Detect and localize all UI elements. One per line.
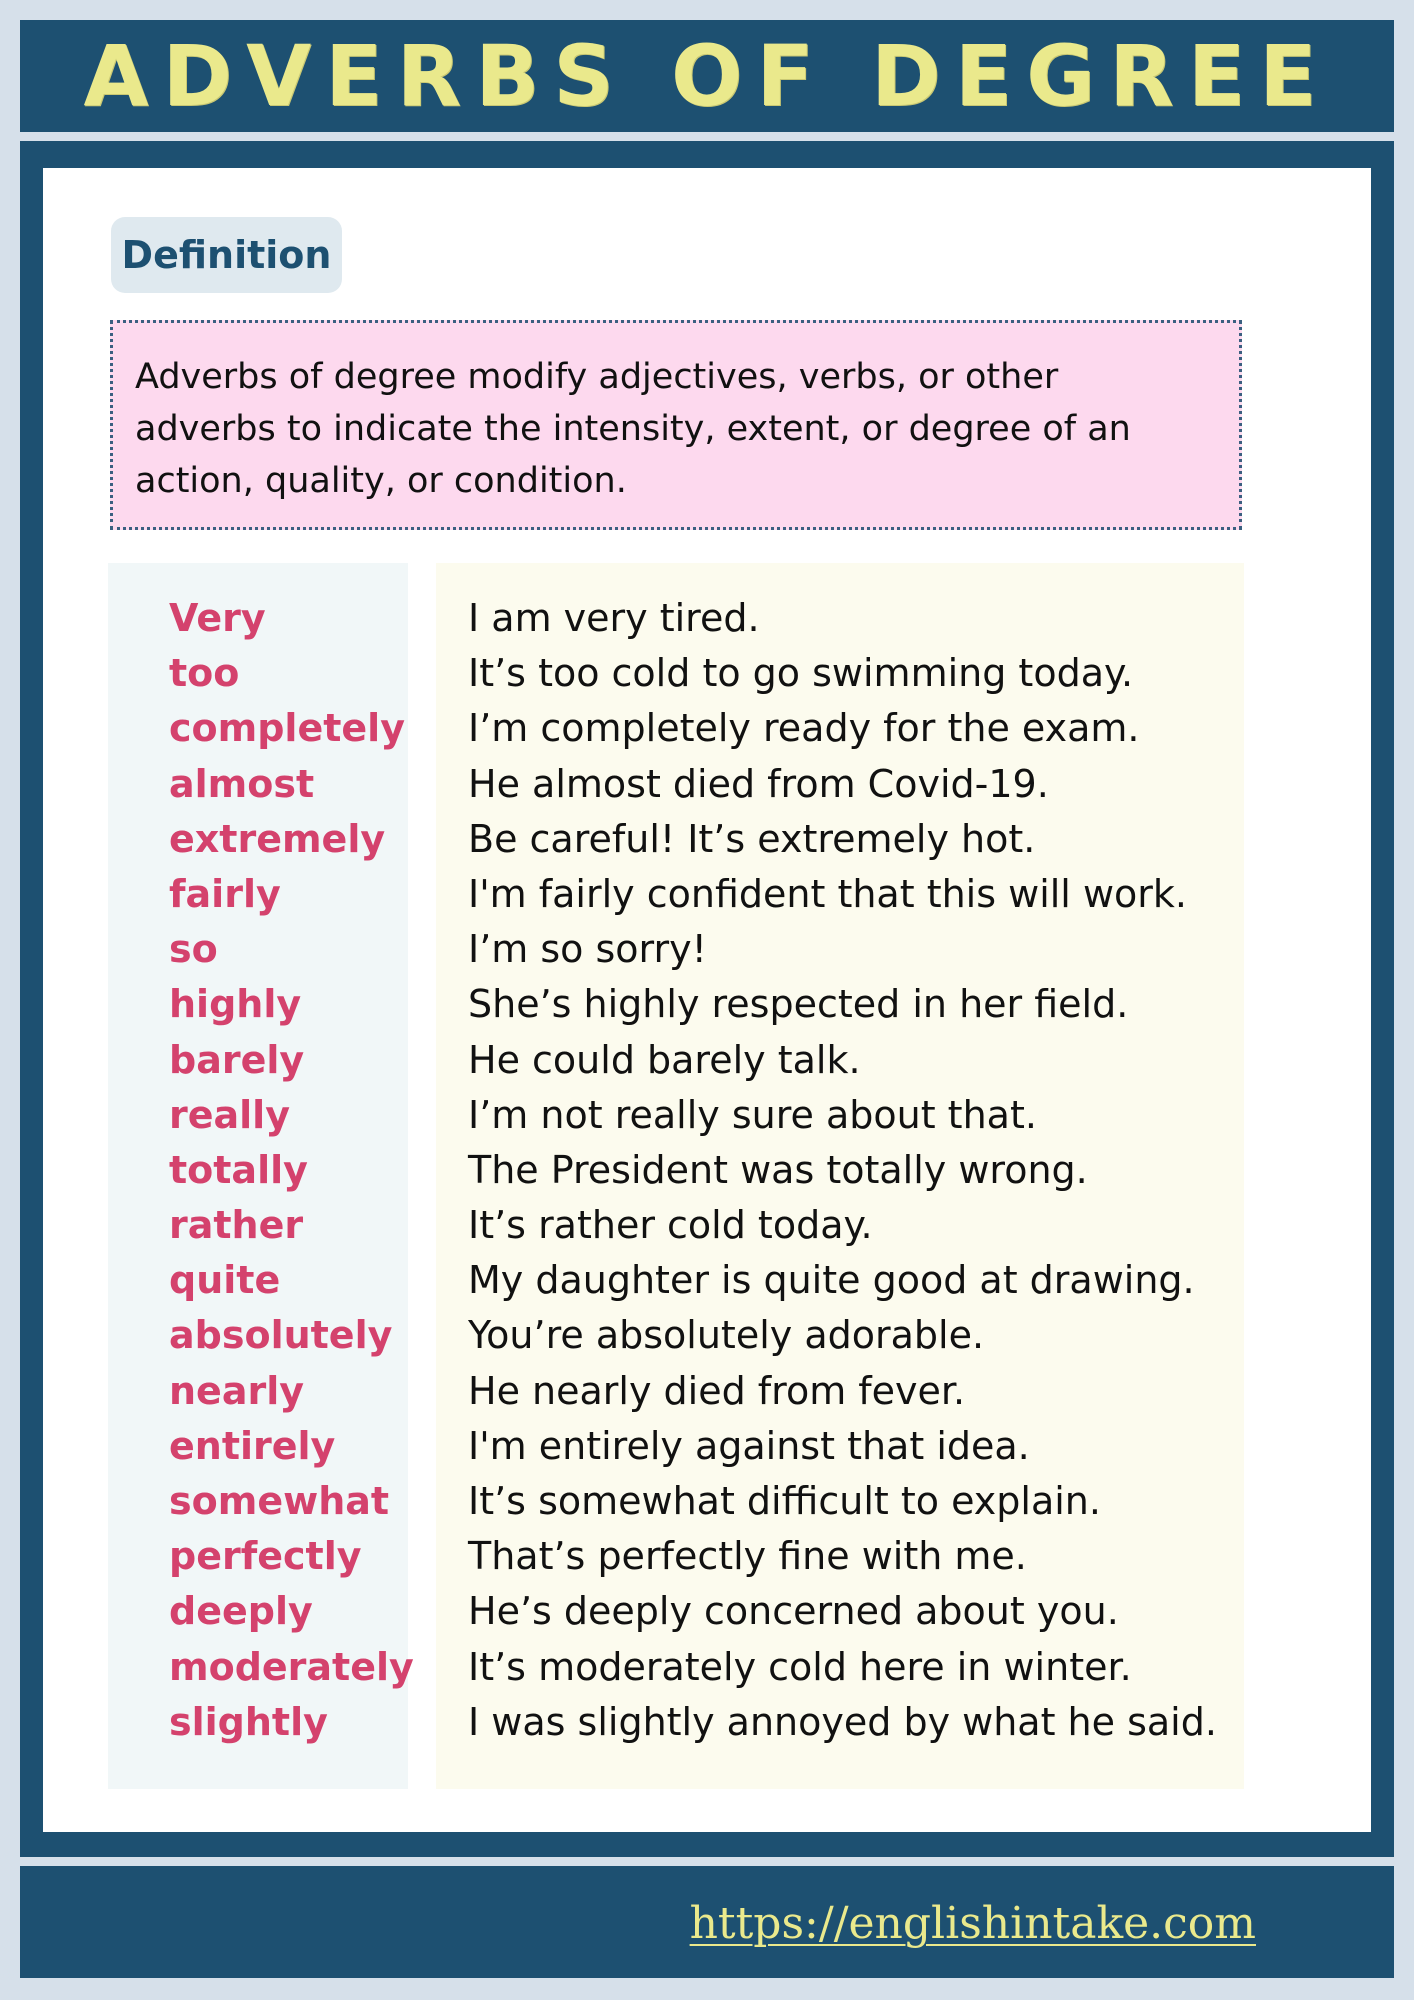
list-item <box>468 977 1217 1032</box>
example-sentence: I am very tired. <box>468 596 760 640</box>
example-sentence: Be careful! It’s extremely hot. <box>468 816 1036 861</box>
example-sentence: It’s moderately cold here in winter. <box>468 1644 1132 1689</box>
example-sentence: It’s somewhat difficult to explain. <box>468 1479 1101 1523</box>
example-sentence: I’m so sorry! <box>468 927 707 972</box>
adverb-word: nearly <box>169 1368 305 1413</box>
list-item <box>468 1529 1217 1584</box>
example-sentence: I’m not really sure about that. <box>468 1092 1037 1137</box>
list-item <box>468 1474 1217 1529</box>
list-item <box>169 1584 414 1639</box>
list-item <box>468 1088 1217 1143</box>
list-item <box>169 1143 414 1198</box>
page-title: ADVERBS OF DEGREE <box>83 27 1331 125</box>
example-sentence: That’s perfectly fine with me. <box>468 1534 1027 1579</box>
adverb-word: totally <box>169 1147 308 1192</box>
example-sentence: I'm fairly confident that this will work. <box>468 871 1187 916</box>
list-item <box>468 867 1217 922</box>
header-band <box>20 20 1394 132</box>
list-item <box>468 812 1217 867</box>
list-item <box>169 1033 414 1088</box>
example-sentence: I was slightly annoyed by what he said. <box>468 1699 1217 1744</box>
example-sentence: My daughter is quite good at drawing. <box>468 1258 1195 1303</box>
list-item <box>169 757 414 812</box>
list-item <box>169 812 414 867</box>
list-item <box>468 757 1217 812</box>
adverb-word: too <box>169 651 240 696</box>
list-item <box>468 591 1217 646</box>
adverb-word: rather <box>169 1203 304 1248</box>
example-sentence: It’s rather cold today. <box>468 1203 873 1248</box>
adverb-word: highly <box>169 982 302 1027</box>
adverb-word: almost <box>169 761 315 806</box>
example-sentence: It’s too cold to go swimming today. <box>468 651 1134 696</box>
example-sentence: He almost died from Covid-19. <box>468 761 1049 806</box>
list-item <box>468 701 1217 756</box>
footer-band <box>20 1866 1394 1978</box>
adverb-word: slightly <box>169 1699 328 1744</box>
adverb-word: fairly <box>169 871 281 916</box>
definition-line: Adverbs of degree modify adjectives, verbs, or other <box>135 357 1059 397</box>
list-item <box>468 1640 1217 1695</box>
list-item <box>169 1253 414 1308</box>
example-sentence: The President was totally wrong. <box>468 1147 1088 1192</box>
list-item <box>468 1584 1217 1639</box>
adverb-word: barely <box>169 1037 305 1082</box>
list-item <box>468 922 1217 977</box>
adverb-word: really <box>169 1092 290 1137</box>
list-item <box>169 922 414 977</box>
definition-line: action, quality, or condition. <box>135 461 627 501</box>
footer-url-link[interactable]: https://englishintake.com <box>689 1898 1256 1949</box>
adverb-word: completely <box>169 706 405 751</box>
list-item <box>169 1308 414 1363</box>
definition-box <box>110 320 1242 530</box>
adverb-word: deeply <box>169 1589 313 1634</box>
list-item <box>468 1364 1217 1419</box>
adverb-word: absolutely <box>169 1313 393 1358</box>
adverb-word: so <box>169 927 218 972</box>
list-item <box>169 977 414 1032</box>
example-sentence: He’s deeply concerned about you. <box>468 1589 1119 1634</box>
definition-line: adverbs to indicate the intensity, extent, or degree of an <box>135 409 1131 449</box>
list-item <box>468 1033 1217 1088</box>
list-item <box>169 591 414 646</box>
list-item <box>468 1143 1217 1198</box>
example-sentence: She’s highly respected in her field. <box>468 982 1129 1027</box>
example-sentence: I'm entirely against that idea. <box>468 1423 1030 1468</box>
example-sentence: He nearly died from fever. <box>468 1368 966 1413</box>
example-sentence: I’m completely ready for the exam. <box>468 706 1140 751</box>
list-item <box>169 1640 414 1695</box>
list-item <box>169 1474 414 1529</box>
definition-tag <box>111 217 342 293</box>
list-item <box>169 1364 414 1419</box>
adverb-word: somewhat <box>169 1479 390 1523</box>
list-item <box>468 1695 1217 1750</box>
list-item <box>468 1308 1217 1363</box>
adverb-word: perfectly <box>169 1534 362 1579</box>
list-item <box>468 646 1217 701</box>
adverb-word: quite <box>169 1258 281 1303</box>
list-item <box>169 1198 414 1253</box>
list-item <box>169 1695 414 1750</box>
list-item <box>169 867 414 922</box>
example-list <box>468 591 1217 1750</box>
list-item <box>468 1253 1217 1308</box>
list-item <box>468 1419 1217 1474</box>
example-sentence: You’re absolutely adorable. <box>468 1313 985 1358</box>
list-item <box>169 1088 414 1143</box>
list-item <box>169 701 414 756</box>
adverb-word: Very <box>169 596 266 640</box>
list-item <box>169 1419 414 1474</box>
list-item <box>468 1198 1217 1253</box>
definition-tag-label: Definition <box>121 233 332 277</box>
adverb-word: entirely <box>169 1423 336 1468</box>
list-item <box>169 1529 414 1584</box>
adverb-word: extremely <box>169 816 386 861</box>
example-sentence: He could barely talk. <box>468 1037 861 1082</box>
adverb-list <box>169 591 414 1750</box>
list-item <box>169 646 414 701</box>
adverb-word: moderately <box>169 1644 414 1689</box>
